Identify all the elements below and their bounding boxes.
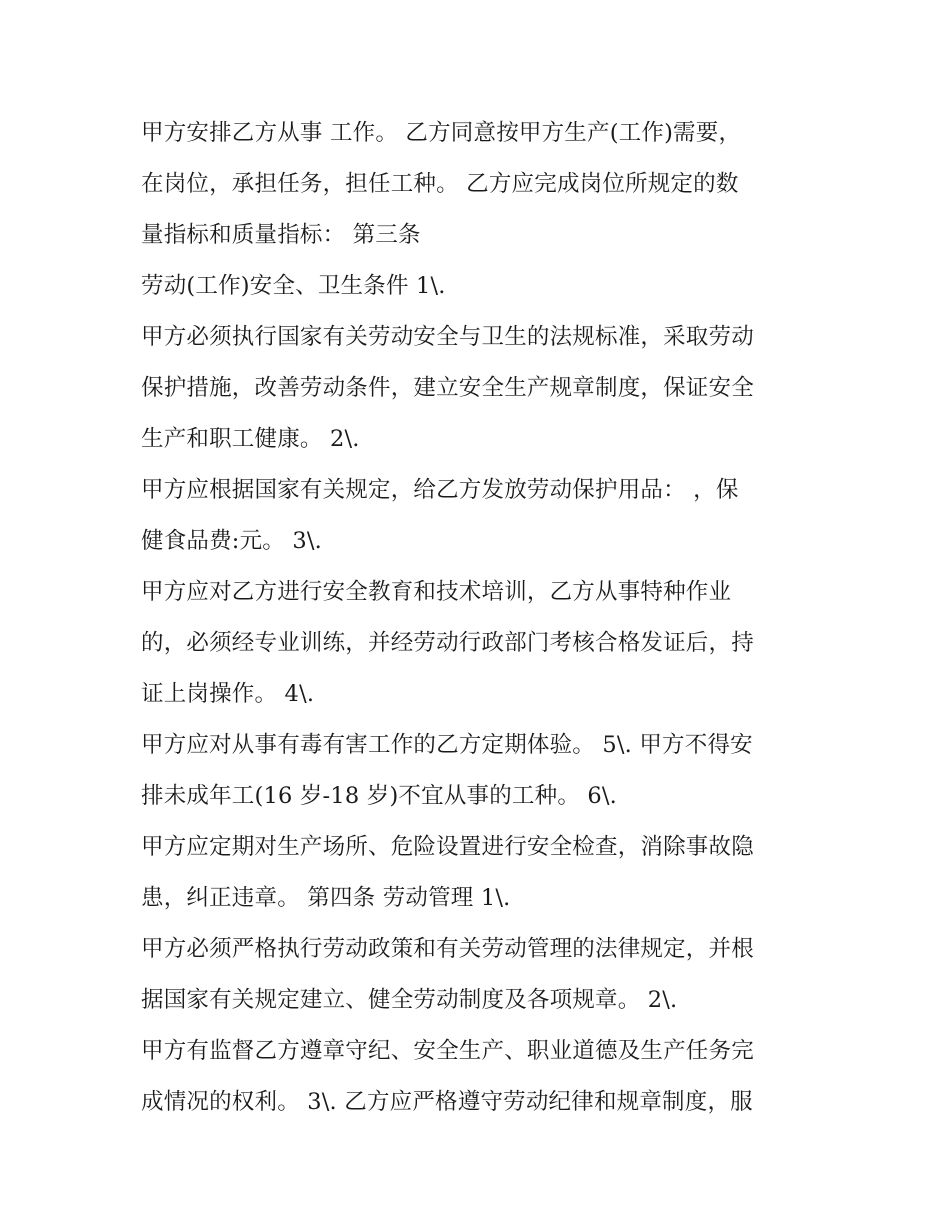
text-line: 甲方应对乙方进行安全教育和技术培训，乙方从事特种作业 [141,579,732,605]
text-line: 甲方安排乙方从事 工作。 乙方同意按甲方生产(工作)需要， [141,120,742,146]
text-line: 排未成年工(16 岁-18 岁)不宜从事的工种。 6\. [141,783,618,809]
text-line: 甲方必须严格执行劳动政策和有关劳动管理的法律规定，并根 [141,936,754,962]
text-line: 患，纠正违章。 第四条 劳动管理 1\. [141,885,511,911]
text-line: 甲方应对从事有毒有害工作的乙方定期体验。 5\. 甲方不得安 [141,732,753,758]
text-line: 甲方应定期对生产场所、危险设置进行安全检查，消除事故隐 [141,834,754,860]
document-body [141,108,821,1128]
text-line: 在岗位，承担任务，担任工种。 乙方应完成岗位所规定的数 [141,171,739,197]
text-line: 证上岗操作。 4\. [141,681,315,707]
text-line: 生产和职工健康。 2\. [141,426,360,452]
text-line: 甲方有监督乙方遵章守纪、安全生产、职业道德及生产任务完 [141,1038,754,1064]
text-line: 甲方应根据国家有关规定，给乙方发放劳动保护用品： ，保 [141,477,739,503]
text-line: 甲方必须执行国家有关劳动安全与卫生的法规标准，采取劳动 [141,324,754,350]
text-line: 的，必须经专业训练，并经劳动行政部门考核合格发证后，持 [141,630,754,656]
text-line: 保护措施，改善劳动条件，建立安全生产规章制度，保证安全 [141,375,754,401]
text-line: 健食品费:元。 3\. [141,528,322,554]
text-line: 量指标和质量指标： 第三条 [141,222,421,248]
text-line: 据国家有关规定建立、健全劳动制度及各项规章。 2\. [141,987,678,1013]
text-line: 成情况的权利。 3\. 乙方应严格遵守劳动纪律和规章制度，服 [141,1089,753,1115]
text-line: 劳动(工作)安全、卫生条件 1\. [141,273,446,299]
